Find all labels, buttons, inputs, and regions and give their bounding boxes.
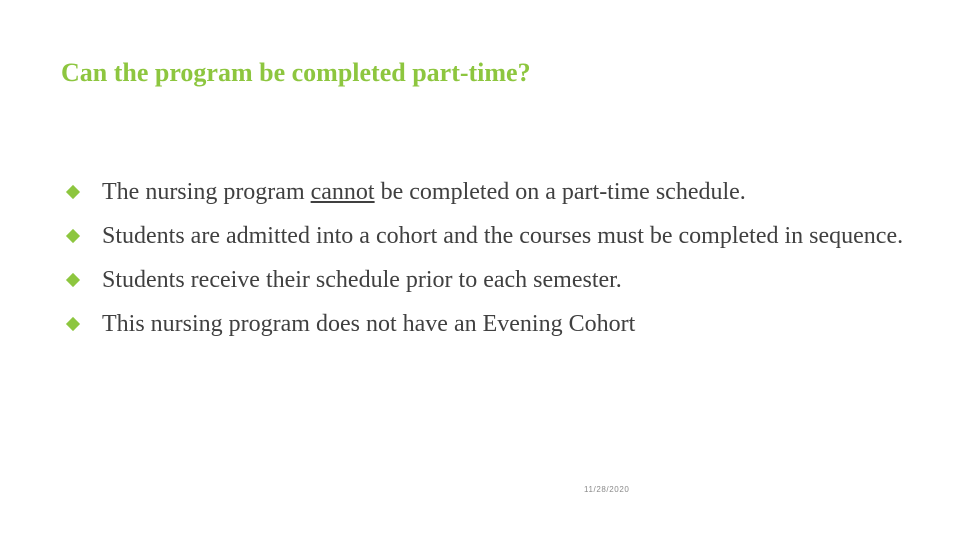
bullet-list <box>66 175 906 351</box>
diamond-icon <box>66 273 80 287</box>
bullet-item <box>66 307 906 341</box>
slide-title: Can the program be completed part-time? <box>61 58 531 87</box>
bullet-text-before: The nursing program <box>102 179 311 205</box>
diamond-icon <box>66 229 80 243</box>
bullet-item <box>66 175 906 209</box>
bullet-text-after: be completed on a part-time schedule. <box>374 179 746 205</box>
footer-date: 11/28/2020 <box>584 485 630 494</box>
bullet-text: Students receive their schedule prior to each semester. <box>102 267 622 293</box>
diamond-icon <box>66 317 80 331</box>
bullet-text: Students are admitted into a cohort and the courses must be completed in sequence. <box>102 223 904 249</box>
bullet-text: This nursing program does not have an Evening Cohort <box>102 311 636 337</box>
bullet-underlined-word: cannot <box>310 179 375 205</box>
bullet-item <box>66 263 906 297</box>
diamond-icon <box>66 185 80 199</box>
bullet-item <box>66 219 906 253</box>
